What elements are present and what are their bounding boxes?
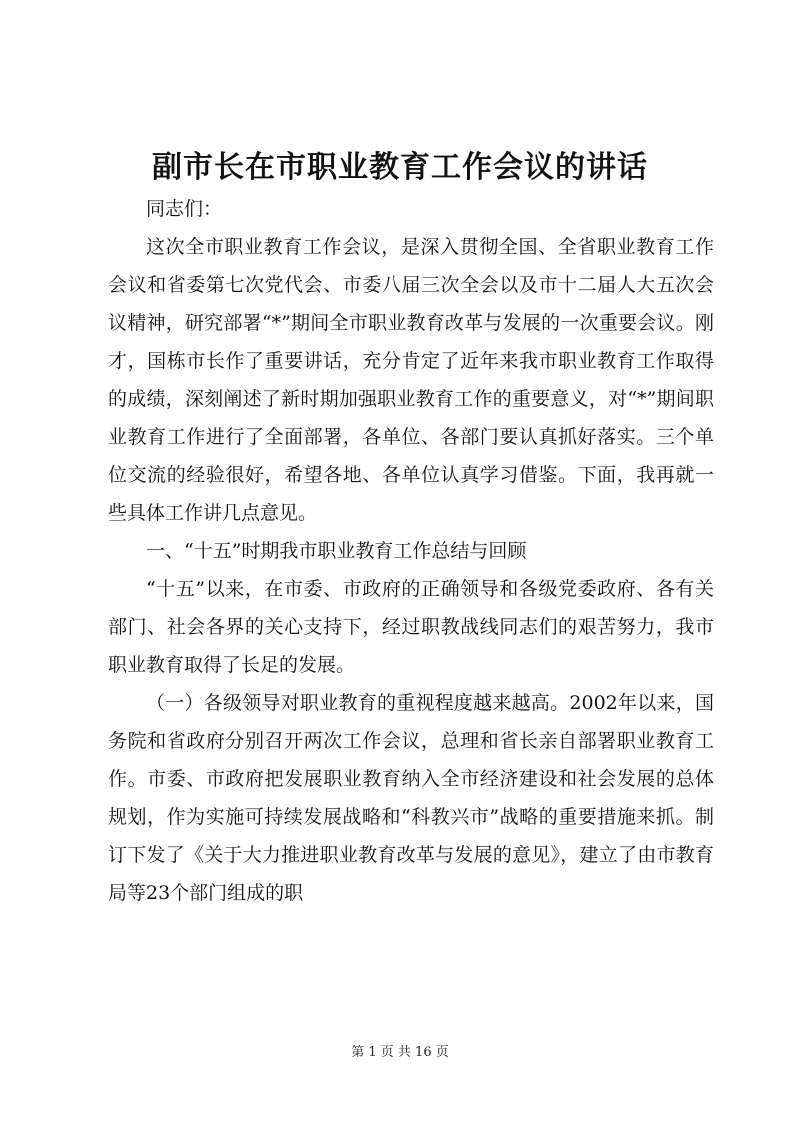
paragraph-review: “十五”以来，在市委、市政府的正确领导和各级党委政府、各有关部门、社会各界的关心支持下，经过职教战线同志们的艰苦努力，我市职业教育取得了长足的发展。	[108, 578, 714, 676]
salutation: 同志们：	[146, 198, 223, 220]
document-body	[108, 190, 714, 912]
paragraph-point-one: （一）各级领导对职业教育的重视程度越来越高。2002年以来，国务院和省政府分别召开两次工作会议，总理和省长亲自部署职业教育工作。市委、市政府把发展职业教育纳入全市经济建设和社会发展的总体规划，作为实施可持续发展战略和“科教兴市”战略的重要措施来抓。制订下发了《关于大力推进职业教育改革与发展的意见》，建立了由市教育局等23个部门组成的职	[108, 692, 714, 904]
section-heading: 一、“十五”时期我市职业教育工作总结与回顾	[146, 540, 527, 562]
paragraph-intro: 这次全市职业教育工作会议，是深入贯彻全国、全省职业教育工作会议和省委第七次党代会、市委八届三次全会以及市十二届人大五次会议精神，研究部署“*”期间全市职业教育改革与发展的一次重要会议。刚才，国栋市长作了重要讲话，充分肯定了近年来我市职业教育工作取得的成绩，深刻阐述了新时期加强职业教育工作的重要意义，对“*”期间职业教育工作进行了全面部署，各单位、各部门要认真抓好落实。三个单位交流的经验很好，希望各地、各单位认真学习借鉴。下面，我再就一些具体工作讲几点意见。	[108, 236, 714, 524]
page-footer: 第 1 页 共 16 页	[351, 1045, 449, 1060]
document-title: 副市长在市职业教育工作会议的讲话	[152, 150, 648, 185]
